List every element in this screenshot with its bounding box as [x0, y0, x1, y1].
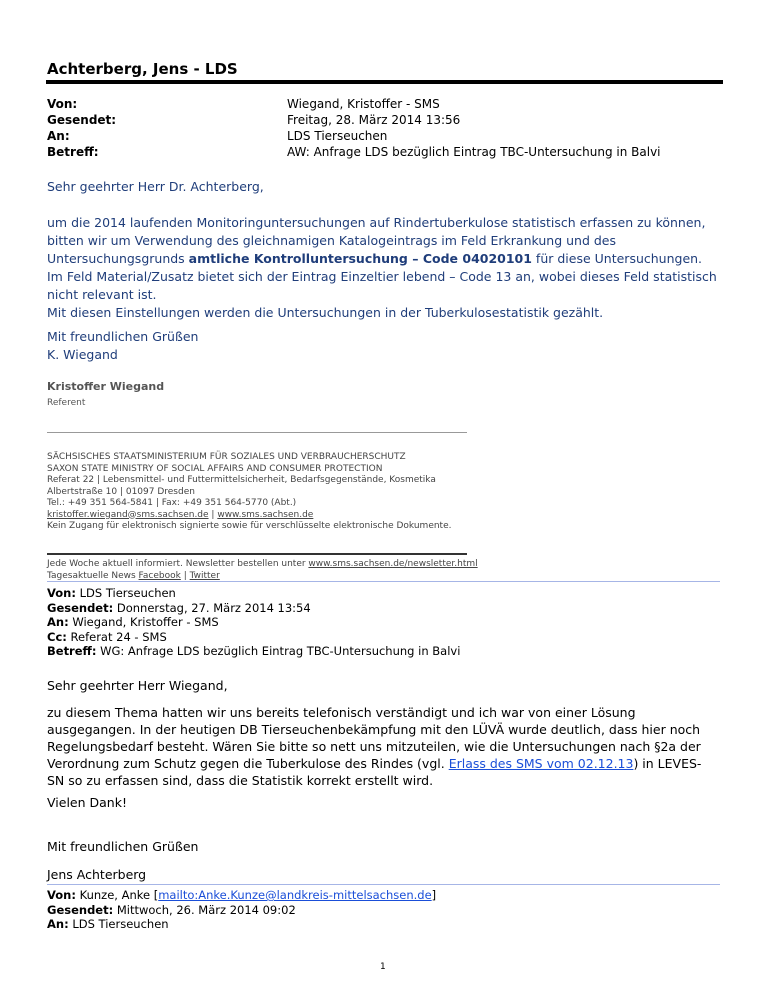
page-number: 1 — [380, 962, 386, 972]
message-separator — [47, 581, 720, 582]
m2-from — [47, 586, 460, 601]
m3-sent-label: Gesendet: — [47, 902, 114, 917]
m2-sent — [47, 601, 460, 616]
reply-closing: Mit freundlichen Grüßen — [47, 329, 199, 344]
reply-p2: Im Feld Material/Zusatz bietet sich der Eintrag Einzeltier lebend – Code 13 an, wobei dieses Feld statistisch nicht relevant ist. — [47, 269, 717, 302]
reply-p1-code: amtliche Kontrolluntersuchung – Code 04020101 — [188, 251, 532, 266]
title-rule — [46, 80, 723, 84]
m3-mailto-link[interactable]: mailto:Anke.Kunze@landkreis-mittelsachsen.de — [158, 888, 432, 902]
org-english: SAXON STATE MINISTRY OF SOCIAL AFFAIRS AND CONSUMER PROTECTION — [47, 463, 383, 474]
reply-p1-end: für diese Untersuchungen. — [531, 251, 703, 266]
m2-greeting: Sehr geehrter Herr Wiegand, — [47, 678, 228, 693]
signature-rule — [47, 432, 467, 433]
m2-from-value: LDS Tierseuchen — [75, 586, 176, 600]
m3-to — [47, 917, 436, 932]
reply-greeting: Sehr geehrter Herr Dr. Achterberg, — [47, 179, 264, 194]
message-separator-2 — [47, 884, 720, 885]
m2-p1-end: ) in LEVES-SN so zu erfassen sind, dass die Statistik korrekt erstellt wird. — [47, 756, 702, 788]
signature-name: Kristoffer Wiegand — [47, 380, 165, 393]
m2-cc — [47, 630, 460, 645]
news-separator: | — [180, 570, 190, 581]
m2-from-label: Von: — [47, 586, 76, 600]
m2-sent-label: Gesendet: — [47, 600, 114, 615]
reply-signoff: K. Wiegand — [47, 347, 118, 362]
m2-thanks: Vielen Dank! — [47, 795, 127, 810]
phone-fax: Tel.: +49 351 564-5841 | Fax: +49 351 564-5770 (Abt.) — [47, 498, 297, 508]
m2-to-label: An: — [47, 615, 69, 629]
reply-paragraph — [47, 214, 722, 322]
newsletter-link[interactable]: www.sms.sachsen.de/newsletter.html — [308, 559, 478, 569]
sent-value: Freitag, 28. März 2014 13:56 — [287, 113, 461, 127]
m2-sent-value: Donnerstag, 27. März 2014 13:54 — [113, 600, 311, 615]
to-value: LDS Tierseuchen — [287, 129, 388, 143]
m3-to-value: LDS Tierseuchen — [68, 917, 169, 931]
m3-sent — [47, 903, 436, 918]
m3-sent-value: Mittwoch, 26. März 2014 09:02 — [113, 902, 296, 917]
m2-subject-label: Betreff: — [47, 644, 97, 658]
m3-from — [47, 888, 436, 903]
m3-from-value: Kunze, Anke [ — [75, 888, 159, 902]
subject-label: Betreff: — [47, 145, 99, 159]
m2-to — [47, 615, 460, 630]
reply-p3: Mit diesen Einstellungen werden die Untersuchungen in der Tuberkulosestatistik gezählt. — [47, 305, 604, 320]
message3-header — [47, 888, 436, 932]
newsletter-line — [47, 559, 478, 571]
contact-links — [47, 510, 452, 522]
from-value: Wiegand, Kristoffer - SMS — [287, 97, 440, 111]
m2-cc-value: Referat 24 - SMS — [66, 629, 167, 644]
m2-paragraph — [47, 704, 717, 789]
contact-separator: | — [208, 509, 218, 520]
m3-from-label: Von: — [47, 888, 76, 902]
message2-header — [47, 586, 460, 659]
m3-to-label: An: — [47, 917, 69, 931]
subject-value: AW: Anfrage LDS bezüglich Eintrag TBC-Untersuchung in Balvi — [287, 145, 661, 159]
from-label: Von: — [47, 97, 78, 111]
email-link[interactable]: kristoffer.wiegand@sms.sachsen.de — [47, 509, 209, 520]
document-title: Achterberg, Jens - LDS — [47, 60, 238, 78]
reply-p1-text: um die 2014 laufenden Monitoringuntersuchungen auf Rindertuberkulose statistisch erfassen zu können, bitten wir um Verwendung des gleichnamigen Katalogeintrags im Feld Erkrankung und des Untersuchungsgrunds — [47, 215, 706, 266]
address: Albertstraße 10 | 01097 Dresden — [47, 486, 195, 497]
m2-to-value: Wiegand, Kristoffer - SMS — [68, 615, 219, 629]
newsletter-text: Jede Woche aktuell informiert. Newsletter bestellen unter — [47, 559, 309, 569]
signature-block — [47, 452, 452, 533]
twitter-link[interactable]: Twitter — [189, 570, 220, 581]
org-german: SÄCHSISCHES STAATSMINISTERIUM FÜR SOZIALES UND VERBRAUCHERSCHUTZ — [47, 452, 406, 462]
department: Referat 22 | Lebensmittel- und Futtermittelsicherheit, Bedarfsgegenstände, Kosmetika — [47, 475, 436, 485]
news-text: Tagesaktuelle News — [47, 570, 139, 581]
website-link[interactable]: www.sms.sachsen.de — [217, 509, 314, 520]
m2-p1-text: zu diesem Thema hatten wir uns bereits telefonisch verständigt und ich war von einer Lösung ausgegangen. In der heutigen DB Tierseuchenbekämpfung mit den LÜVÄ wurde deutlich, dass hier noch Regelungsbedarf besteht. Wären Sie bitte so nett uns mitzuteilen, wie die Untersuchungen nach §2a der Verordnung zum Schutz gegen die Tuberkulose des Rindes (vgl. — [47, 705, 701, 771]
newsletter-block — [47, 559, 478, 582]
m2-closing: Mit freundlichen Grüßen — [47, 839, 199, 854]
signature-note: Kein Zugang für elektronisch signierte sowie für verschlüsselte elektronische Dokumente. — [47, 521, 452, 531]
m2-subject — [47, 644, 460, 659]
sent-label: Gesendet: — [47, 113, 117, 127]
m2-signoff: Jens Achterberg — [47, 867, 147, 882]
signature-role: Referent — [47, 398, 86, 408]
erlass-link[interactable]: Erlass des SMS vom 02.12.13 — [448, 756, 634, 771]
m3-from-end: ] — [431, 888, 437, 902]
facebook-link[interactable]: Facebook — [138, 570, 181, 581]
m2-cc-label: Cc: — [47, 629, 67, 644]
to-label: An: — [47, 129, 70, 143]
m2-subject-value: WG: Anfrage LDS bezüglich Eintrag TBC-Untersuchung in Balvi — [96, 644, 461, 658]
newsletter-rule — [47, 553, 467, 555]
